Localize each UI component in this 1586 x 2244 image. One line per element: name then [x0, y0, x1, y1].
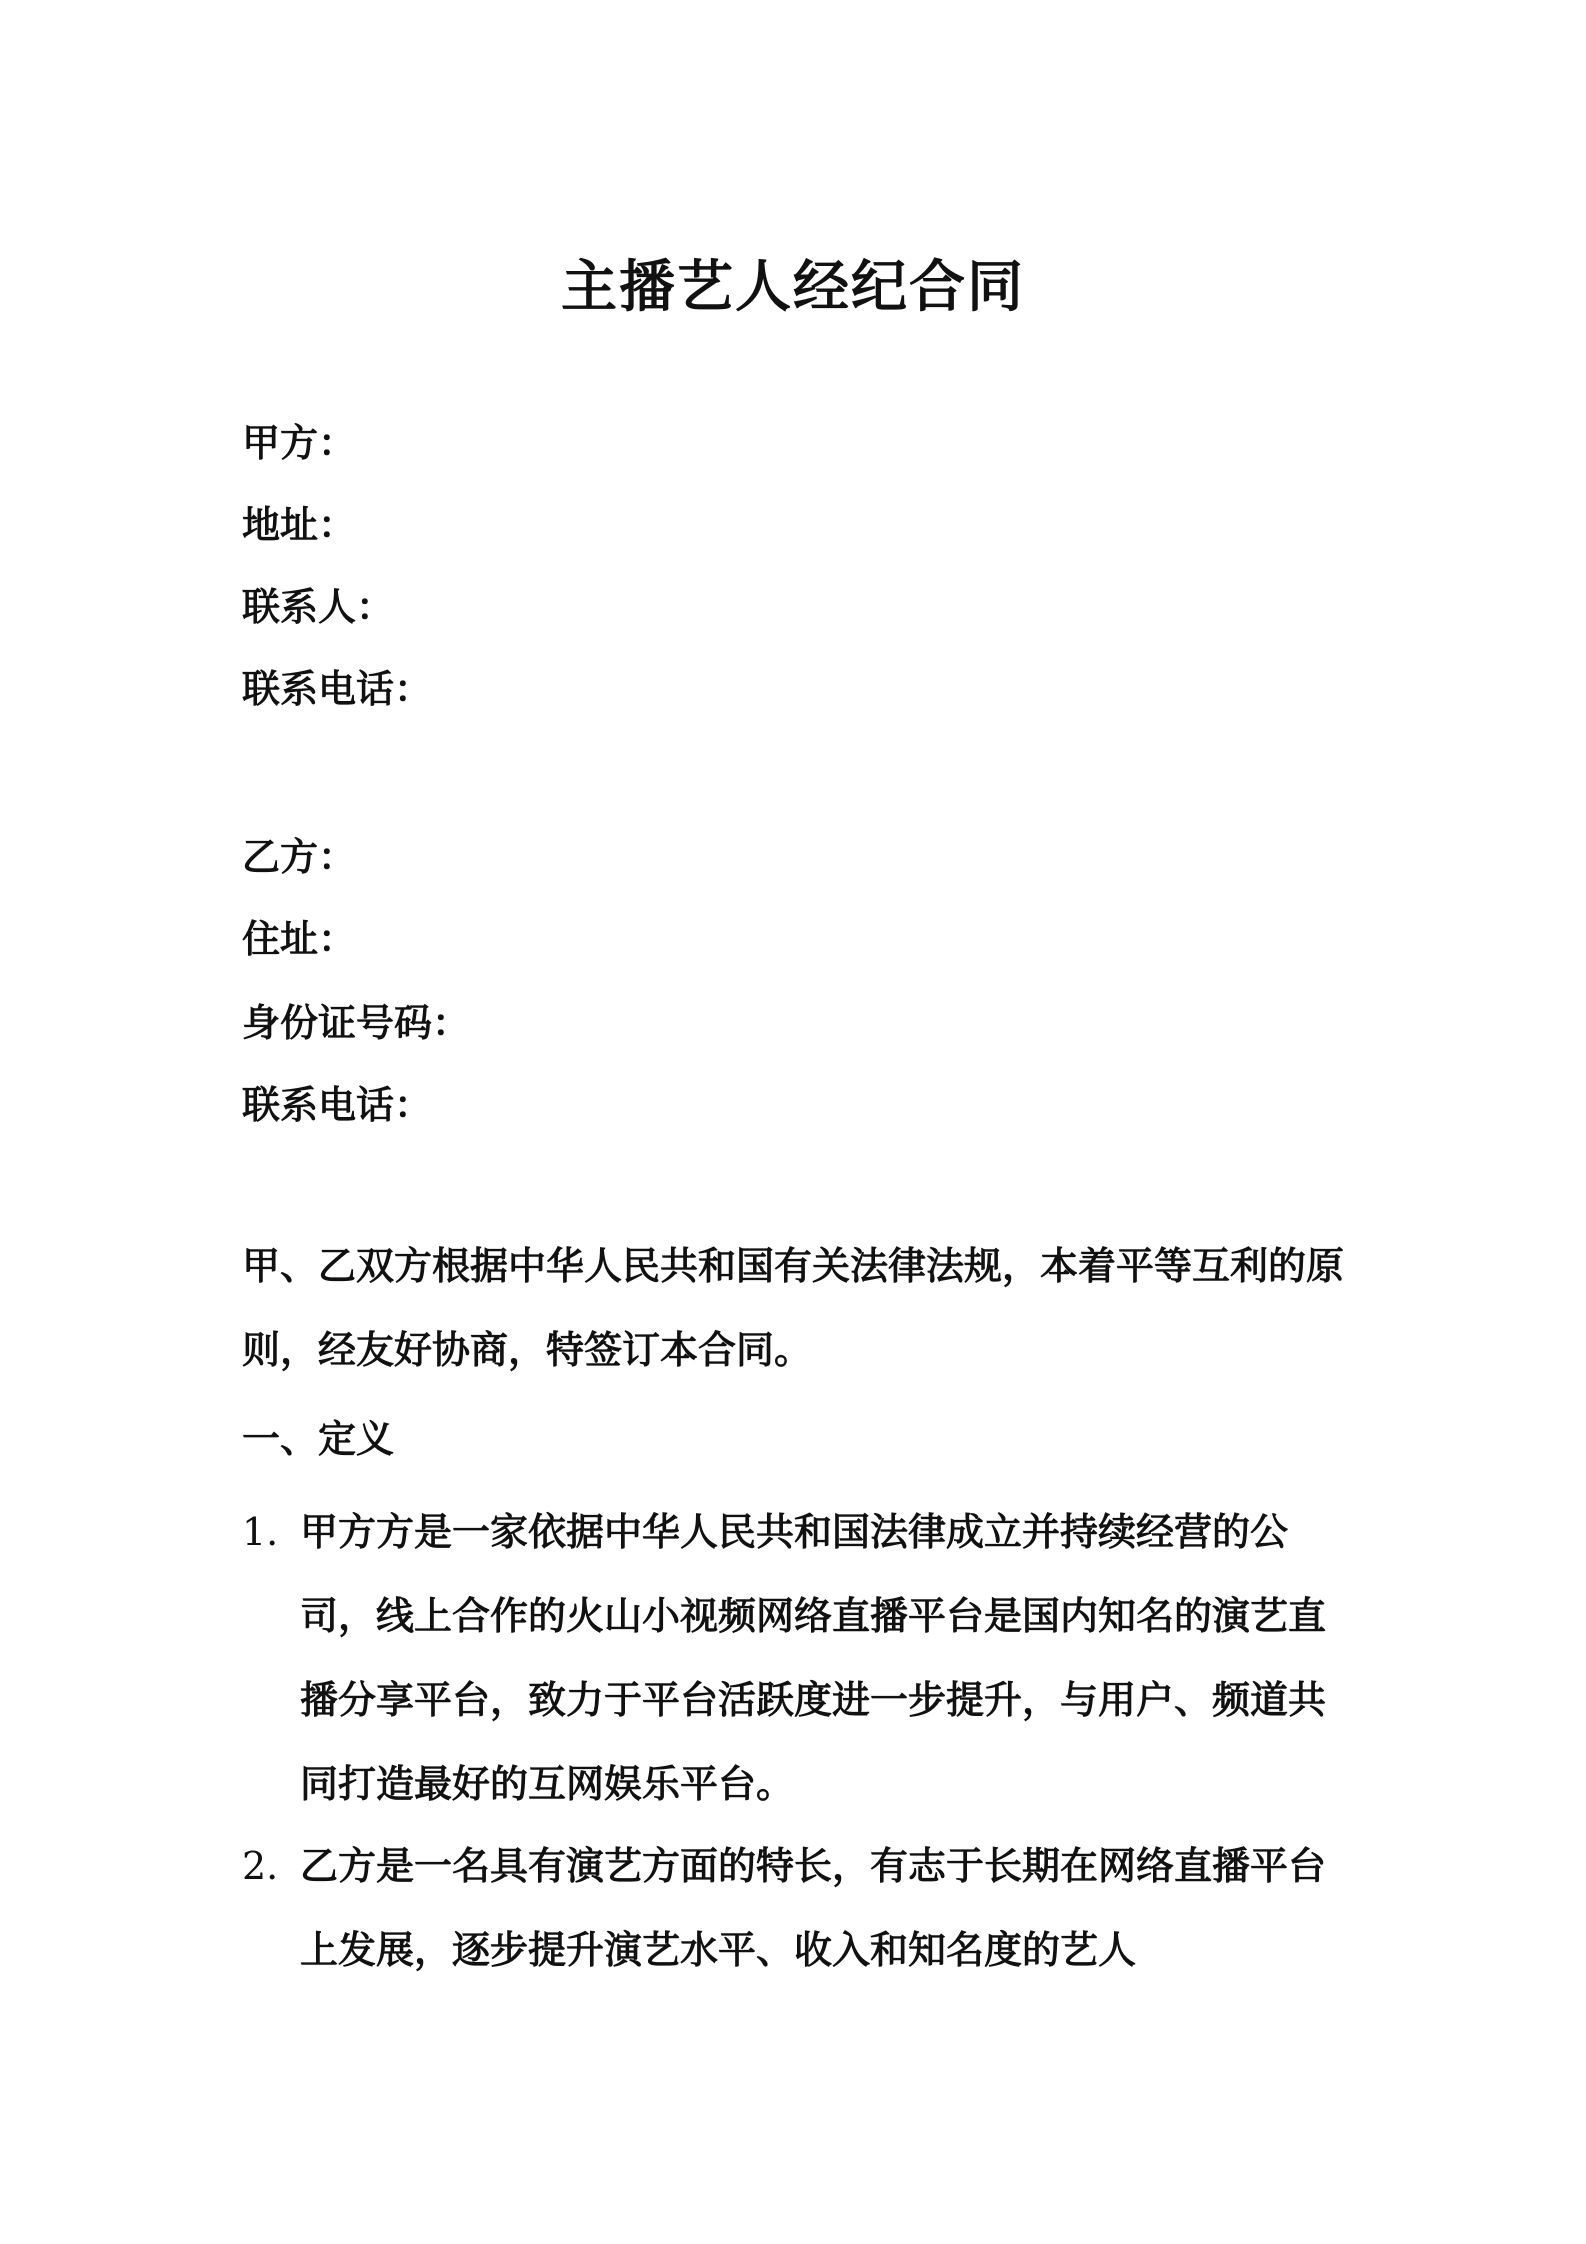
party-b-id-label: 身份证号码： — [242, 1001, 471, 1045]
party-b-phone-label: 联系电话： — [242, 1083, 433, 1127]
party-a-phone-label: 联系电话： — [242, 667, 433, 711]
party-a-contact-label: 联系人： — [242, 585, 395, 629]
item-number: 2. — [242, 1844, 279, 1888]
definition-item-2 — [242, 1824, 1362, 1992]
party-a-name-label: 甲方： — [242, 421, 357, 465]
definition-item-1 — [242, 1490, 1362, 1826]
party-b-name-label: 乙方： — [242, 835, 357, 879]
contract-title: 主播艺人经纪合同 — [561, 255, 1025, 320]
item-number: 1. — [242, 1510, 279, 1554]
section-heading-definitions: 一、定义 — [242, 1417, 395, 1461]
preamble-paragraph: 甲、乙双方根据中华人民共和国有关法律法规，本着平等互利的原则，经友好协商，特签订本合同。 — [242, 1244, 1345, 1372]
item-text: 乙方是一名具有演艺方面的特长，有志于长期在网络直播平台上发展，逐步提升演艺水平、收入和知名度的艺人 — [300, 1844, 1327, 1972]
item-text: 甲方方是一家依据中华人民共和国法律成立并持续经营的公司，线上合作的火山小视频网络直播平台是国内知名的演艺直播分享平台，致力于平台活跃度进一步提升，与用户、频道共同打造最好的互网娱乐平台。 — [300, 1510, 1327, 1806]
party-b-address-label: 住址： — [242, 917, 357, 961]
party-a-address-label: 地址： — [242, 503, 357, 547]
